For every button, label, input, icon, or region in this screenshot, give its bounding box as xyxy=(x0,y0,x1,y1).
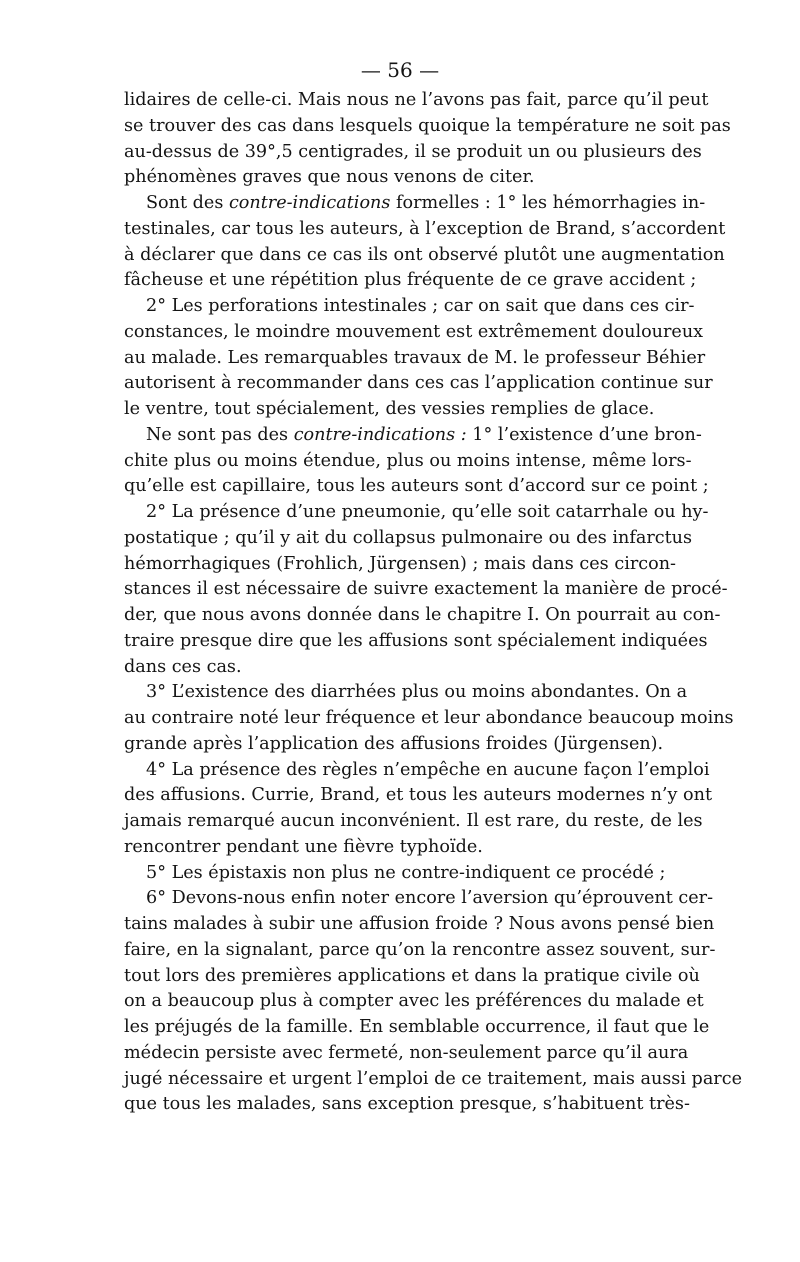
document-page xyxy=(124,52,742,1118)
text-line: 6° Devons-nous enfin noter encore l’aversion qu’éprouvent cer- xyxy=(146,888,714,909)
text-line: testinales, car tous les auteurs, à l’exception de Brand, s’accordent xyxy=(124,218,726,239)
text-line: jugé nécessaire et urgent l’emploi de ce traitement, mais aussi parce xyxy=(124,1068,742,1089)
text-line: fâcheuse et une répétition plus fréquente de ce grave accident ; xyxy=(124,270,697,291)
text-line: 4° La présence des règles n’empêche en aucune façon l’emploi xyxy=(146,759,710,780)
body-text xyxy=(124,88,742,1118)
text-line: 5° Les épistaxis non plus ne contre-indiquent ce procédé ; xyxy=(146,862,666,883)
text-line xyxy=(124,423,702,449)
text-line xyxy=(124,191,706,217)
text-line: on a beaucoup plus à compter avec les préférences du malade et xyxy=(124,991,704,1012)
text-segment: Sont des xyxy=(146,193,229,213)
text-line: des affusions. Currie, Brand, et tous les auteurs modernes n’y ont xyxy=(124,785,713,806)
text-line: rencontrer pendant une fièvre typhoïde. xyxy=(124,836,483,857)
text-line: les préjugés de la famille. En semblable occurrence, il faut que le xyxy=(124,1017,710,1037)
text-line: autorisent à recommander dans ces cas l’application continue sur xyxy=(124,373,713,394)
text-line: chite plus ou moins étendue, plus ou moins intense, même lors- xyxy=(124,450,692,471)
text-line: le ventre, tout spécialement, des vessies remplies de glace. xyxy=(124,399,655,419)
text-line: traire presque dire que les affusions sont spécialement indiquées xyxy=(124,630,708,651)
text-line: se trouver des cas dans lesquels quoique la température ne soit pas xyxy=(124,115,731,136)
text-line: au-dessus de 39°,5 centigrades, il se produit un ou plusieurs des xyxy=(124,141,702,162)
text-line: constances, le moindre mouvement est extrêmement douloureux xyxy=(124,321,704,342)
text-line: 2° La présence d’une pneumonie, qu’elle soit catarrhale ou hy- xyxy=(146,502,709,522)
text-line: hémorrhagiques (Frohlich, Jürgensen) ; mais dans ces circon- xyxy=(124,553,676,574)
text-line: stances il est nécessaire de suivre exactement la manière de procé- xyxy=(124,579,728,600)
text-segment: formelles : 1° les hémorrhagies in- xyxy=(390,193,706,213)
page-number: — 56 — xyxy=(360,58,440,82)
text-line: phénomènes graves que nous venons de citer. xyxy=(124,167,535,188)
text-line: à déclarer que dans ce cas ils ont observé plutôt une augmentation xyxy=(124,244,725,265)
text-line: jamais remarqué aucun inconvénient. Il est rare, du reste, de les xyxy=(124,811,703,831)
text-line: qu’elle est capillaire, tous les auteurs sont d’accord sur ce point ; xyxy=(124,476,709,497)
text-line: que tous les malades, sans exception presque, s’habituent très- xyxy=(124,1094,690,1115)
text-line: au contraire noté leur fréquence et leur abondance beaucoup moins xyxy=(124,708,734,728)
text-line: faire, en la signalant, parce qu’on la rencontre assez souvent, sur- xyxy=(124,939,716,960)
text-line: tains malades à subir une affusion froide ? Nous avons pensé bien xyxy=(124,914,715,934)
emphasized-term: contre-indications : xyxy=(293,424,467,445)
emphasized-term: contre-indications xyxy=(228,193,391,213)
text-line: grande après l’application des affusions froides (Jürgensen). xyxy=(124,733,664,754)
text-line: 3° L’existence des diarrhées plus ou moins abondantes. On a xyxy=(146,682,688,703)
text-line: dans ces cas. xyxy=(124,656,242,677)
text-segment: 1° l’existence d’une bron- xyxy=(466,424,702,445)
text-line: postatique ; qu’il y ait du collapsus pulmonaire ou des infarctus xyxy=(124,527,693,548)
text-line: médecin persiste avec fermeté, non-seulement parce qu’il aura xyxy=(124,1042,689,1063)
text-line: 2° Les perforations intestinales ; car on sait que dans ces cir- xyxy=(146,296,695,316)
text-line: au malade. Les remarquables travaux de M. le professeur Béhier xyxy=(124,347,706,368)
text-line: lidaires de celle-ci. Mais nous ne l’avons pas fait, parce qu’il peut xyxy=(124,90,709,110)
text-line: der, que nous avons donnée dans le chapitre I. On pourrait au con- xyxy=(124,605,721,625)
text-segment: Ne sont pas des xyxy=(146,424,294,445)
text-line: tout lors des premières applications et dans la pratique civile où xyxy=(124,965,700,986)
